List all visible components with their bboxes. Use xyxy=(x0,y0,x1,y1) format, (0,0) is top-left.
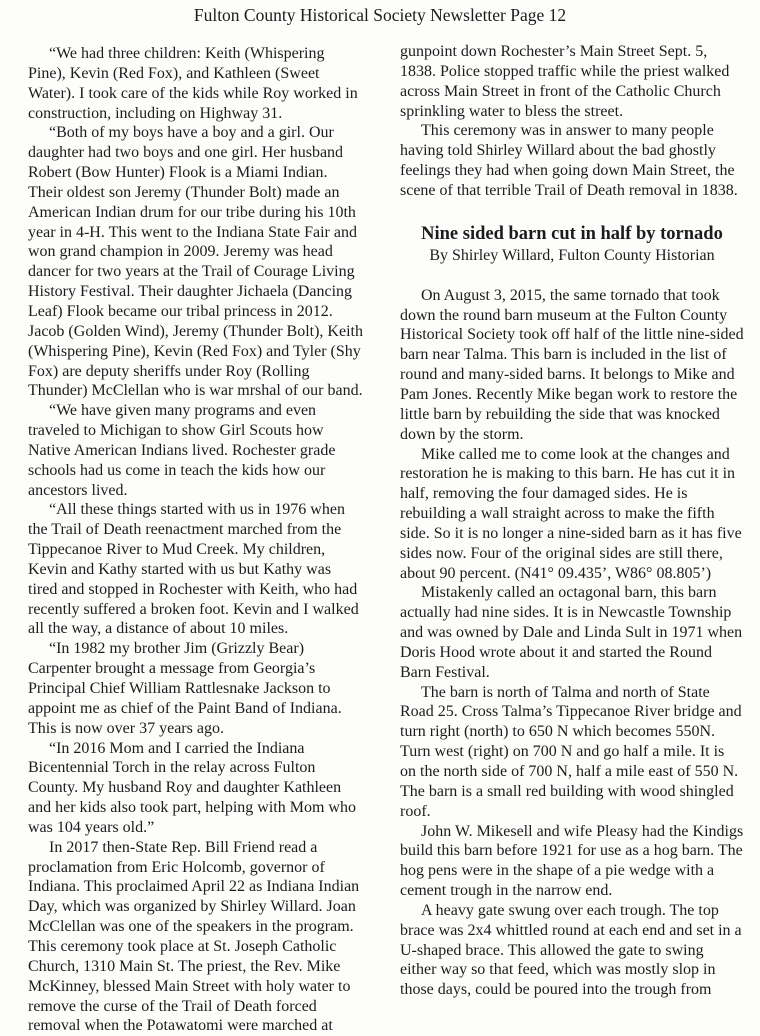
paragraph: This ceremony was in answer to many people having told Shirley Willard about the bad ghostly feelings they had when going down Main Street, the scene of that terrible Trail of Death removal in 1838. xyxy=(400,122,738,199)
right-column xyxy=(400,42,744,1000)
paragraph: In 2017 then-State Rep. Bill Friend read a proclamation from Eric Holcomb, governor of Indiana. This proclaimed April 22 as Indiana Indian Day, which was organized by Shirley Willard. Joan McClellan was one of the speakers in the program. This ceremony took place at St. Joseph Catholic Church, 1310 Main St. The priest, the Rev. Mike McKinney, blessed Main Street with holy water to remove the curse of the Trail of Death forced removal when the Potawatomi were marched at xyxy=(28,838,360,1035)
page-header: Fulton County Historical Society Newsletter Page 12 xyxy=(193,5,567,25)
paragraph: The barn is north of Talma and north of State Road 25. Cross Talma’s Tippecanoe River bridge and turn right (north) to 650 N which becomes 550N. Turn west (right) on 700 N and go half a mile. It is on the north side of 700 N, half a mile east of 550 N. The barn is a small red building with wood shingled roof. xyxy=(400,683,742,820)
continued-paragraph: gunpoint down Rochester’s Main Street Sept. 5, 1838. Police stopped traffic while the priest walked across Main Street in front of the Catholic Church sprinkling water to bless the street. xyxy=(400,43,730,120)
paragraph: A heavy gate swung over each trough. The top brace was 2x4 whittled round at each end and set in a U-shaped brace. This allowed the gate to swing either way so that feed, which was mostly slop in those days, could be poured into the trough from xyxy=(400,901,742,999)
paragraph: “In 2016 Mom and I carried the Indiana Bicentennial Torch in the relay across Fulton County. My husband Roy and daughter Kathleen and her kids also took part, helping with Mom who was 104 years old.” xyxy=(28,739,356,836)
paragraph: On August 3, 2015, the same tornado that took down the round barn museum at the Fulton County Historical Society took off half of the little nine-sided barn near Talma. This barn is included in the list of round and many-sided barns. It belongs to Mike and Pam Jones. Recently Mike began work to restore the little barn by rebuilding the side that was knocked down by the storm. xyxy=(400,286,744,443)
article-heading: Nine sided barn cut in half by tornado xyxy=(421,223,723,244)
paragraph: John W. Mikesell and wife Pleasy had the Kindigs build this barn before 1921 for use as a hog barn. The hog pens were in the shape of a pie wedge with a cement trough in the narrow end. xyxy=(400,822,744,900)
article-byline: By Shirley Willard, Fulton County Historian xyxy=(429,246,715,264)
paragraph: “Both of my boys have a boy and a girl. Our daughter had two boys and one girl. Her husband Robert (Bow Hunter) Flook is a Miami Indian. Their oldest son Jeremy (Thunder Bolt) made an American Indian drum for our tribe during his 10th year in 4-H. This went to the Indiana State Fair and won grand champion in 2009. Jeremy was head dancer for two years at the Trail of Courage Living History Festival. Their daughter Jichaela (Dancing Leaf) Flook became our tribal princess in 2012. Jacob (Golden Wind), Jeremy (Thunder Bolt), Keith (Whispering Pine), Kevin (Red Fox) and Tyler (Shy Fox) are deputy sheriffs under Roy (Rolling Thunder) McClellan who is war mrshal of our band. xyxy=(28,124,363,400)
paragraph: Mike called me to come look at the changes and restoration he is making to this barn. He has cut it in half, removing the four damaged sides. He is rebuilding a wall straight across to make the fifth side. So it is no longer a nine-sided barn as it has five sides now. Four of the original sides are still there, about 90 percent. (N41° 09.435’, W86° 08.805’) xyxy=(400,445,742,582)
paragraph: Mistakenly called an octagonal barn, this barn actually had nine sides. It is in Newcastle Township and was owned by Dale and Linda Sult in 1971 when Doris Hood wrote about it and started the Round Barn Festival. xyxy=(400,584,743,681)
paragraph: “We had three children: Keith (Whispering Pine), Kevin (Red Fox), and Kathleen (Sweet Water). I took care of the kids while Roy worked in construction, including on Highway 31. xyxy=(28,45,358,122)
paragraph: “In 1982 my brother Jim (Grizzly Bear) Carpenter brought a message from Georgia’s Principal Chief William Rattlesnake Jackson to appoint me as chief of the Paint Band of Indiana. This is now over 37 years ago. xyxy=(28,640,342,737)
left-column xyxy=(28,44,364,1036)
paragraph: “We have given many programs and even traveled to Michigan to show Girl Scouts how Native American Indians lived. Rochester grade schools had us come in teach the kids how our ancestors lived. xyxy=(28,402,336,499)
paragraph: “All these things started with us in 1976 when the Trail of Death reenactment marched from the Tippecanoe River to Mud Creek. My children, Kevin and Kathy started with us but Kathy was tired and stopped in Rochester with Keith, who had recently suffered a broken foot. Kevin and I walked all the way, a distance of about 10 miles. xyxy=(28,501,359,638)
